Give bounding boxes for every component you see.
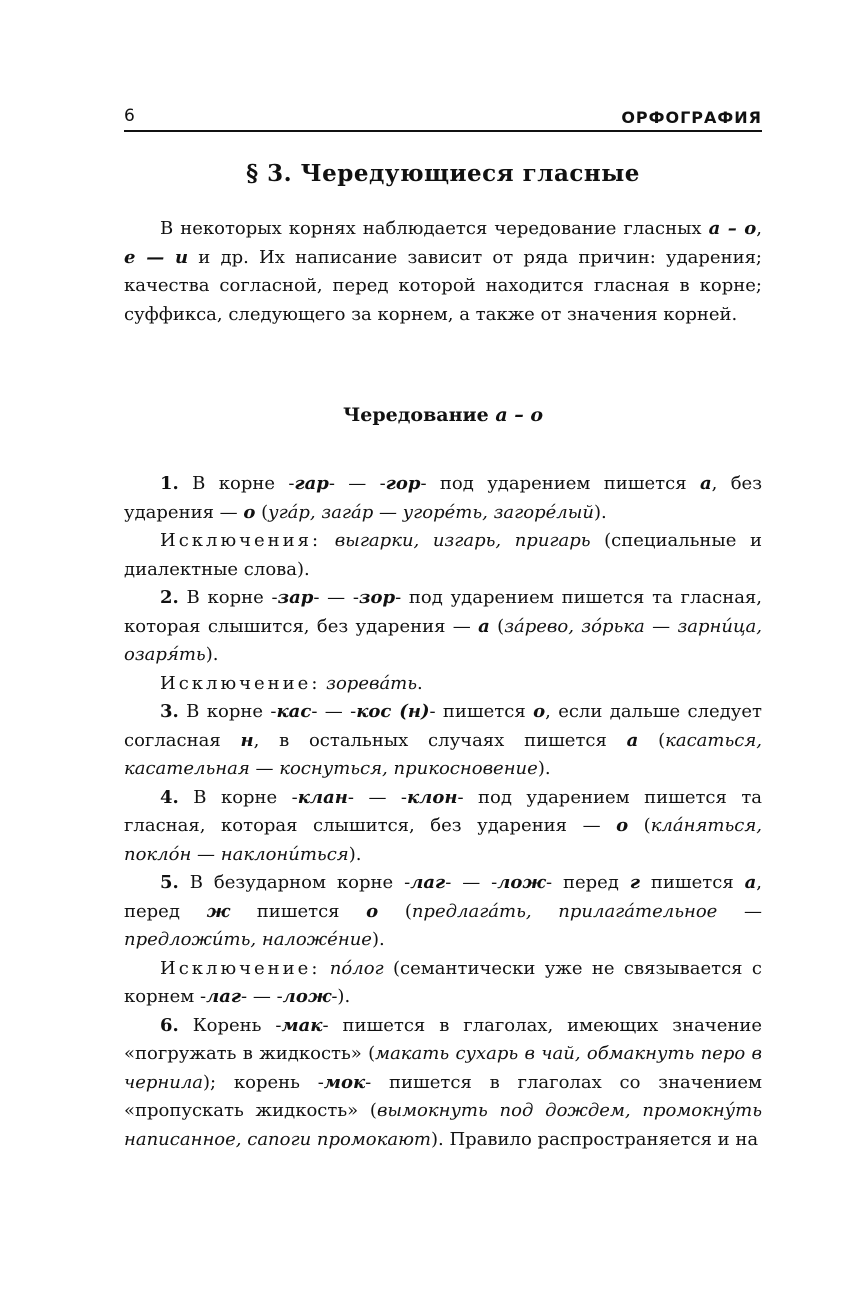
- page-number: 6: [124, 106, 135, 126]
- rule-5: 5. В безударном корне -лаг- — -лож- перед г пишется а, перед ж пишется о (предлагáть, прилагáтельное — предложи́ть, наложéние).: [124, 872, 763, 950]
- section-title: § 3. Чередующиеся гласные: [246, 160, 640, 187]
- rule-6: 6. Корень -мак- пишется в глаголах, имеющих значение «погружать в жидкость» (макать сухарь в чай, обмакнуть перо в чернила); корень -мок- пишется в глаголах со значением «пропускать жидкость» (вымокнуть под дождем, промокну́ть написанное, сапоги промокают). Правило распространяется и на: [124, 1014, 763, 1150]
- rules-list: [124, 470, 762, 1154]
- page-header: [124, 100, 762, 132]
- rule-2-exception: Исключение: зоревáть.: [160, 672, 423, 694]
- rule-3: 3. В корне -кас- — -кос (н)- пишется о, если дальше следует согласная н, в остальных случаях пишется а (касаться, касательная — коснуться, прикосновение).: [124, 701, 762, 779]
- rule-1-exceptions: Исключения: выгарки, изгарь, пригарь (специальные и диалектные слова).: [124, 530, 762, 580]
- intro-paragraph: В некоторых корнях наблюдается чередование гласных а – о, е — и и др. Их написание зависит от ряда причин: ударения; качества согласной, перед которой находится гласная в корне; суффикса, следующего за корнем, а также от значения корней.: [124, 218, 763, 325]
- rule-4: 4. В корне -клан- — -клон- под ударением пишется та гласная, которая слышится, без ударения — о (клáняться, поклóн — наклони́ться).: [124, 786, 763, 865]
- rule-2: 2. В корне -зар- — -зор- под ударением пишется та гласная, которая слышится, без ударения — а (зáрево, зóрька — зарни́ца, озаря́ть).: [124, 587, 763, 665]
- rule-5-exception: Исключение: пóлог (семантически уже не связывается с корнем -лаг- — -лож-).: [124, 957, 762, 1007]
- rule-1: 1. В корне -гар- — -гор- под ударением пишется а, без ударения — о (угáр, загáр — угорéть, загорéлый).: [124, 473, 763, 523]
- subsection-title: Чередование а – о: [342, 404, 544, 426]
- running-head: ОРФОГРАФИЯ: [621, 108, 762, 127]
